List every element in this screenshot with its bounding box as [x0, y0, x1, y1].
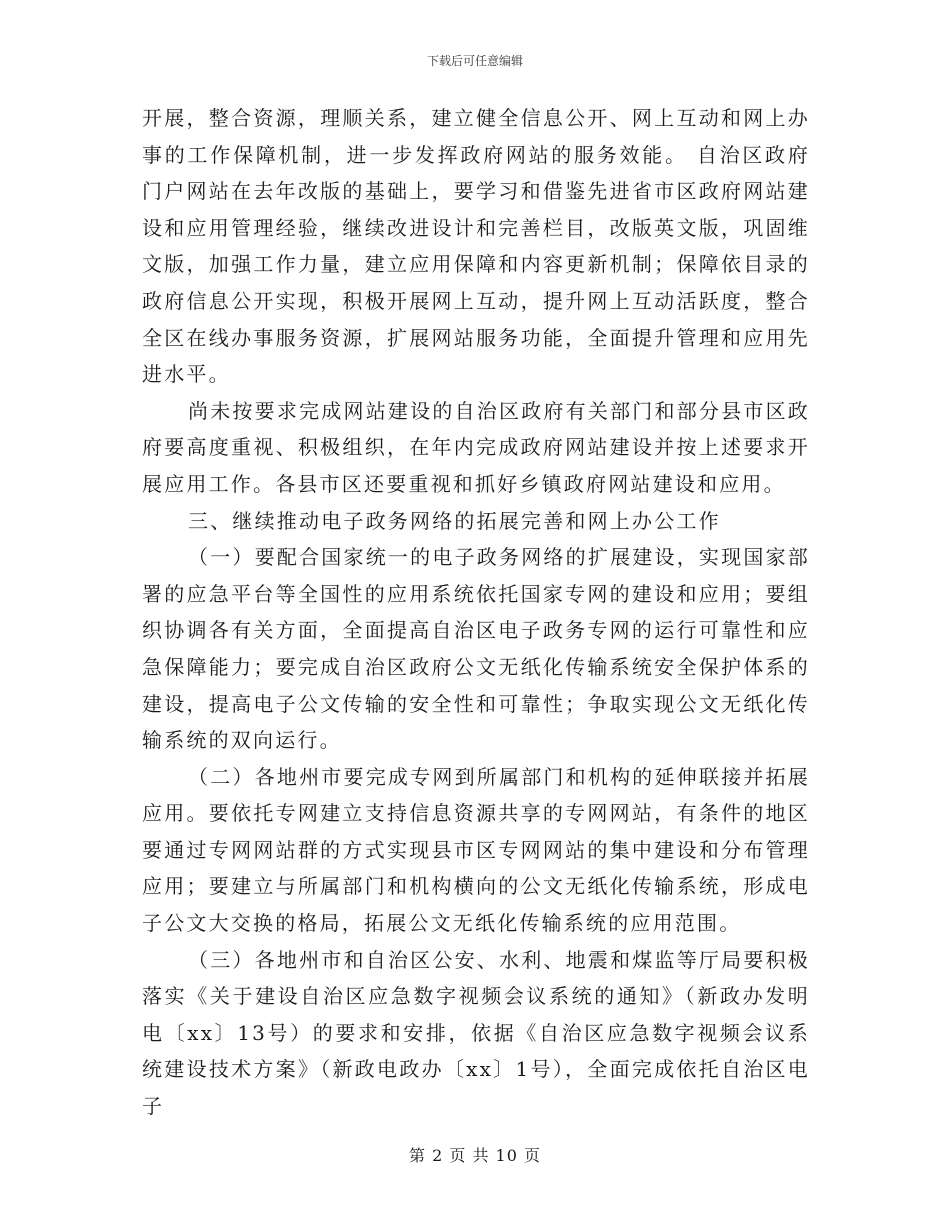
paragraph-item-two: （二）各地州市要完成专网到所属部门和机构的延伸联接并拓展应用。要依托专网建立支持信息资源共享的专网网站，有条件的地区要通过专网网站群的方式实现县市区专网网站的集中建设和分布管理应用；要建立与所属部门和机构横向的公文无纸化传输系统，形成电子公文大交换的格局，拓展公文无纸化传输系统的应用范围。: [142, 764, 810, 936]
paragraph-unfinished-websites: 尚未按要求完成网站建设的自治区政府有关部门和部分县市区政府要高度重视、积极组织，在年内完成政府网站建设并按上述要求开展应用工作。各县市区还要重视和抓好乡镇政府网站建设和应用。: [142, 398, 810, 496]
page-number-footer: 第 2 页 共 10 页: [409, 1146, 541, 1165]
document-body: [142, 100, 810, 1125]
page-header: 下载后可任意编辑: [426, 54, 523, 68]
section-heading-three: 三、继续推动电子政务网络的拓展完善和网上办公工作: [188, 508, 721, 533]
paragraph-item-three: （三）各地州市和自治区公安、水利、地震和煤监等厅局要积极落实《关于建设自治区应急数字视频会议系统的通知》（新政办发明电〔xx〕13号）的要求和安排，依据《自治区应急数字视频会议系统建设技术方案》（新政电政办〔xx〕1号），全面完成依托自治区电子: [142, 947, 810, 1119]
paragraph-item-one: （一）要配合国家统一的电子政务网络的扩展建设，实现国家部署的应急平台等全国性的应用系统依托国家专网的建设和应用；要组织协调各有关方面，全面提高自治区电子政务专网的运行可靠性和应急保障能力；要完成自治区政府公文无纸化传输系统安全保护体系的建设，提高电子公文传输的安全性和可靠性；争取实现公文无纸化传输系统的双向运行。: [142, 545, 810, 753]
paragraph-website-work: 开展，整合资源，理顺关系，建立健全信息公开、网上互动和网上办事的工作保障机制，进一步发挥政府网站的服务效能。 自治区政府门户网站在去年改版的基础上，要学习和借鉴先进省市区政府网站建设和应用管理经验，继续改进设计和完善栏目，改版英文版，巩固维文版，加强工作力量，建立应用保障和内容更新机制；保障依目录的政府信息公开实现，积极开展网上互动，提升网上互动活跃度，整合全区在线办事服务资源，扩展网站服务功能，全面提升管理和应用先进水平。: [142, 106, 810, 387]
